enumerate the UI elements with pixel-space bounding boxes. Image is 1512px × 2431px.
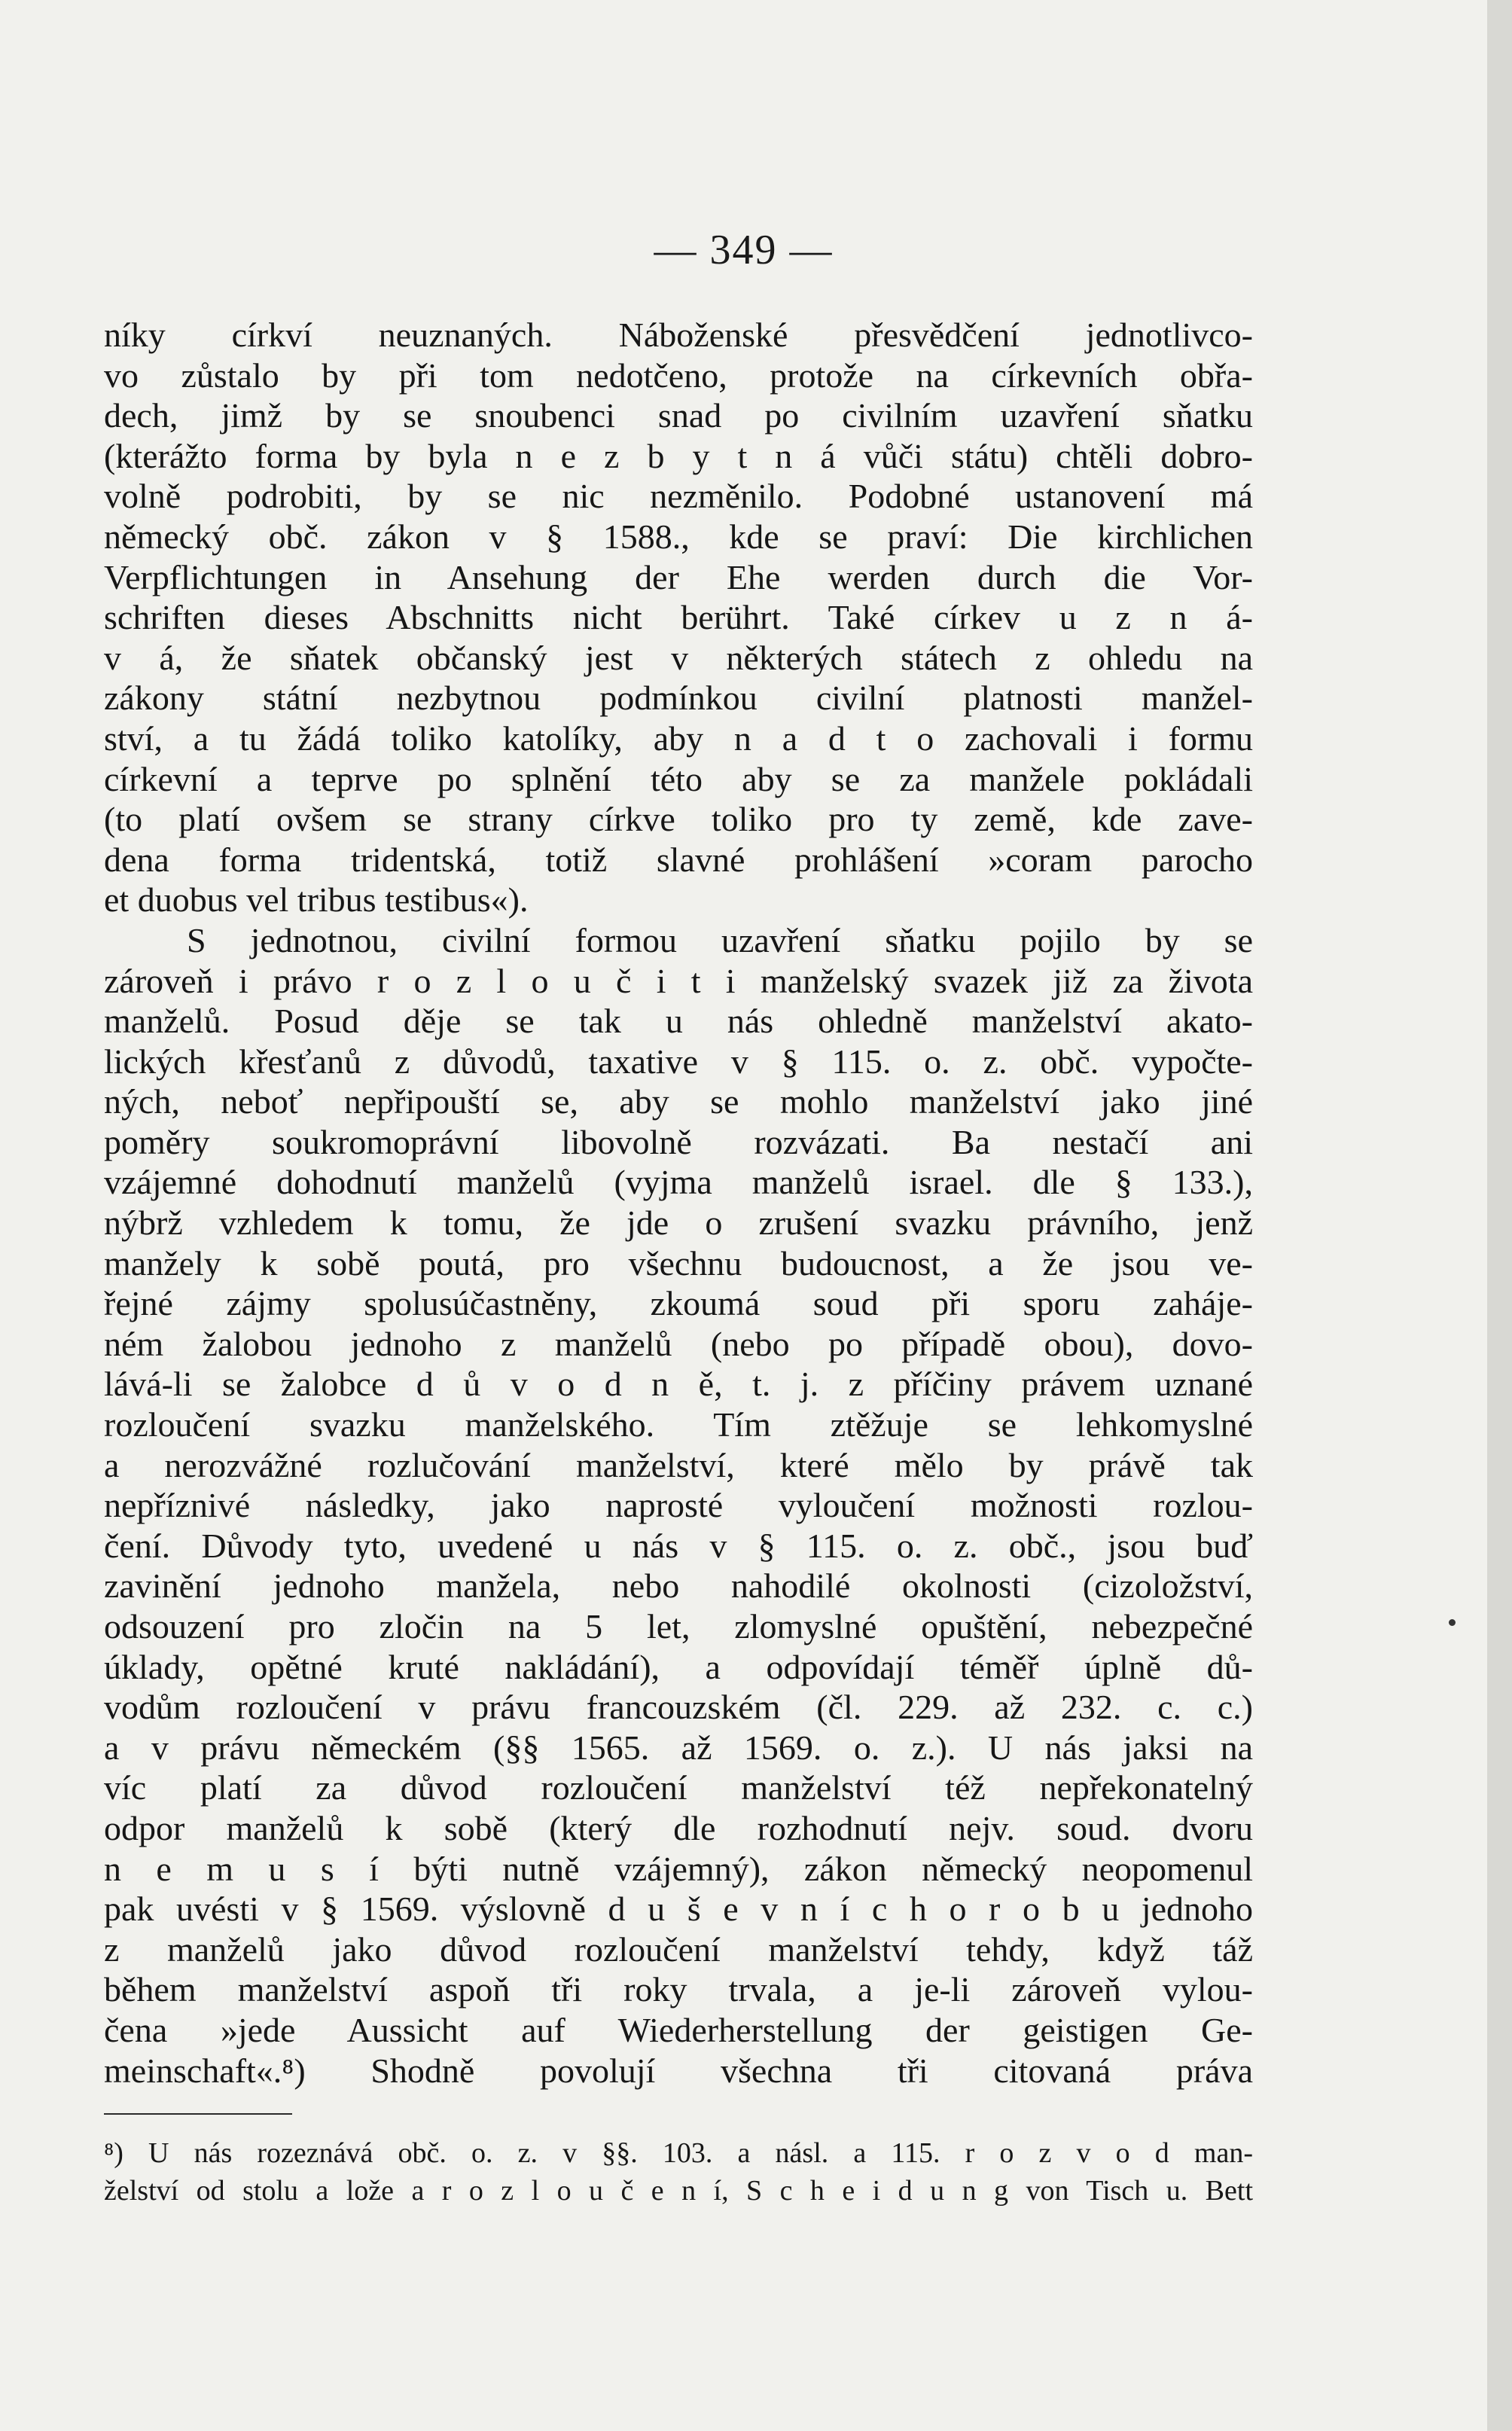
paragraph-1	[104, 315, 1253, 920]
paragraph-2	[104, 920, 1253, 2091]
speck-mark	[1449, 1619, 1456, 1626]
footnote	[104, 2134, 1253, 2210]
text-line: lává-li se žalobce d ů v o d n ě, t. j. z příčiny právem uznané	[104, 1365, 1253, 1404]
text-line: S jednotnou, civilní formou uzavření sňatku pojilo by se	[187, 920, 1253, 959]
page-edge	[1487, 0, 1512, 2431]
text-line: n e m u s í býti nutně vzájemný), zákon německý neopomenul	[104, 1849, 1253, 1888]
page-number: — 349 —	[654, 227, 834, 273]
text-line: v á, že sňatek občanský jest v některých státech z ohledu na	[104, 638, 1253, 677]
text-line: odsouzení pro zločin na 5 let, zlomyslné opuštění, nebezpečné	[104, 1607, 1253, 1646]
text-line: meinschaft«.⁸) Shodně povolují všechna tři citovaná práva	[104, 2051, 1253, 2090]
text-line: et duobus vel tribus testibus«).	[104, 880, 529, 920]
footnote-divider	[104, 2113, 292, 2115]
text-line: zavinění jednoho manžela, nebo nahodilé okolnosti (cizoložství,	[104, 1566, 1253, 1606]
text-line: řejné zájmy spolusúčastněny, zkoumá soud při sporu zaháje-	[104, 1284, 1253, 1323]
text-line: zároveň i právo r o z l o u č i t i manželský svazek již za života	[104, 961, 1253, 1000]
text-line: dena forma tridentská, totiž slavné prohlášení »coram parocho	[104, 840, 1253, 879]
text-line: německý obč. zákon v § 1588., kde se praví: Die kirchlichen	[104, 517, 1253, 556]
text-line: ných, neboť nepřipouští se, aby se mohlo manželství jako jiné	[104, 1082, 1253, 1121]
text-line: pak uvésti v § 1569. výslovně d u š e v n í c h o r o b u jednoho	[104, 1890, 1253, 1929]
text-line: během manželství aspoň tři roky trvala, a je-li zároveň vylou-	[104, 1970, 1253, 2009]
text-line: víc platí za důvod rozloučení manželství též nepřekonatelný	[104, 1768, 1253, 1807]
text-line: zákony státní nezbytnou podmínkou civilní platnosti manžel-	[104, 679, 1253, 718]
text-line: vzájemné dohodnutí manželů (vyjma manželů israel. dle § 133.),	[104, 1163, 1253, 1202]
text-line: volně podrobiti, by se nic nezměnilo. Podobné ustanovení má	[104, 477, 1253, 516]
footnote-line: ⁸) U nás rozeznává obč. o. z. v §§. 103. a násl. a 115. r o z v o d man-	[104, 2137, 1253, 2169]
text-line: církevní a teprve po splnění této aby se za manžele pokládali	[104, 759, 1253, 798]
text-line: vo zůstalo by při tom nedotčeno, protože na církevních obřa-	[104, 355, 1253, 395]
text-line: poměry soukromoprávní libovolně rozvázati. Ba nestačí ani	[104, 1122, 1253, 1161]
text-line: čena »jede Aussicht auf Wiederherstellung der geistigen Ge-	[104, 2010, 1253, 2049]
text-line: odpor manželů k sobě (který dle rozhodnutí nejv. soud. dvoru	[104, 1808, 1253, 1847]
text-line: a v právu německém (§§ 1565. až 1569. o. z.). U nás jaksi na	[104, 1728, 1253, 1767]
footnote-line: želství od stolu a lože a r o z l o u č e n í, S c h e i d u n g von Tisch u. Bett	[104, 2175, 1253, 2207]
text-line: nepříznivé následky, jako naprosté vyloučení možnosti rozlou-	[104, 1486, 1253, 1525]
text-line: manželů. Posud děje se tak u nás ohledně manželství akato-	[104, 1002, 1253, 1041]
text-line: níky církví neuznaných. Náboženské přesvědčení jednotlivco-	[104, 316, 1253, 354]
text-line: z manželů jako důvod rozloučení manželství tehdy, když táž	[104, 1929, 1253, 1969]
text-line: dech, jimž by se snoubenci snad po civilním uzavření sňatku	[104, 396, 1253, 435]
text-line: nýbrž vzhledem k tomu, že jde o zrušení svazku právního, jenž	[104, 1203, 1253, 1243]
text-line: a nerozvážné rozlučování manželství, které mělo by právě tak	[104, 1445, 1253, 1484]
text-line: rozloučení svazku manželského. Tím ztěžuje se lehkomyslné	[104, 1405, 1253, 1444]
text-line: vodům rozloučení v právu francouzském (čl. 229. až 232. c. c.)	[104, 1688, 1253, 1727]
text-line: ném žalobou jednoho z manželů (nebo po případě obou), dovo-	[104, 1324, 1253, 1363]
text-line: úklady, opětné kruté nakládání), a odpovídají téměř úplně dů-	[104, 1647, 1253, 1686]
body-text	[104, 315, 1253, 2091]
text-line: (to platí ovšem se strany církve toliko pro ty země, kde zave-	[104, 800, 1253, 839]
text-line: lických křesťanů z důvodů, taxative v § 115. o. z. obč. vypočte-	[104, 1042, 1253, 1081]
text-line: ství, a tu žádá toliko katolíky, aby n a d t o zachovali i formu	[104, 718, 1253, 758]
text-line: čení. Důvody tyto, uvedené u nás v § 115. o. z. obč., jsou buď	[104, 1526, 1253, 1565]
text-line: (kterážto forma by byla n e z b y t n á vůči státu) chtěli dobro-	[104, 436, 1253, 475]
text-line: manžely k sobě poutá, pro všechnu budoucnost, a že jsou ve-	[104, 1243, 1253, 1283]
text-line: Verpflichtungen in Ansehung der Ehe werden durch die Vor-	[104, 557, 1253, 596]
text-line: schriften dieses Abschnitts nicht berührt. Také církev u z n á-	[104, 598, 1253, 637]
